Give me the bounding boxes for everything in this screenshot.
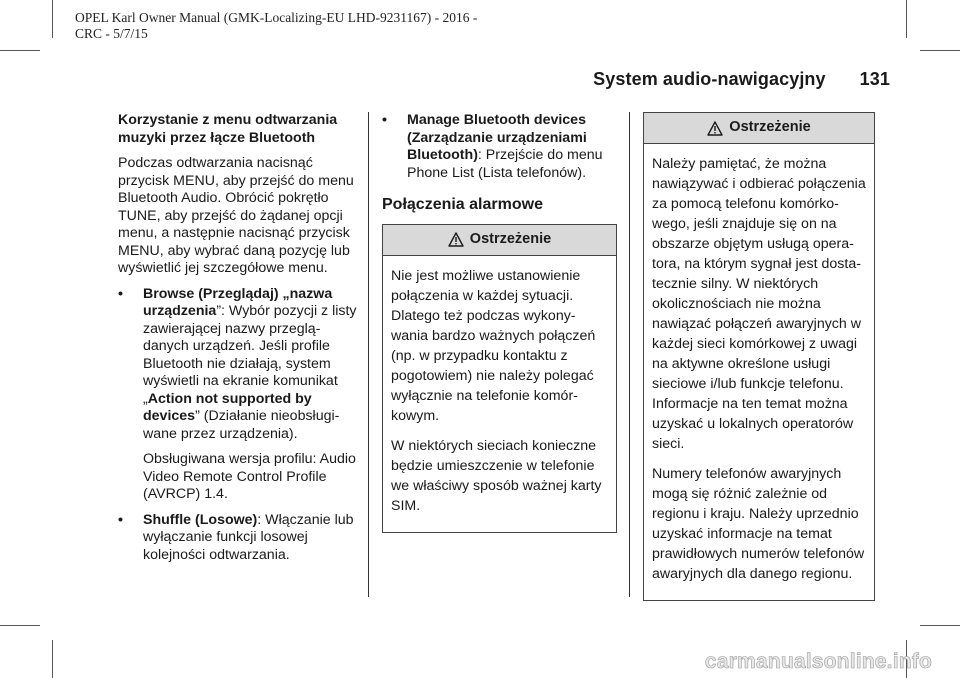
subheading: Korzystanie z menu odtwarzania muzyki przez łącze Bluetooth [118, 112, 338, 146]
crop-mark [906, 0, 907, 38]
description: ”: Wybór pozycji z listy zawierającej nazwy przeglą-danych urządzeń. Jeśli profile Bluetooth nie działają, system wyświetli na ekranie komunikat „ [143, 303, 357, 407]
meta-line: OPEL Karl Owner Manual (GMK-Localizing-EU LHD-9231167) - 2016 - [75, 10, 478, 25]
column-2 [382, 112, 617, 533]
warning-box [643, 112, 875, 601]
section-name: System audio-nawigacyjny [593, 69, 826, 89]
description: ” (Działanie nieobsługi-wane przez urządzenia). [143, 408, 340, 442]
warning-title: Ostrzeżenie [729, 119, 811, 136]
list-item-text [143, 286, 363, 444]
warning-icon [448, 232, 464, 247]
term: Action not supported by devices [143, 390, 312, 424]
bullet-glyph: • [118, 511, 123, 528]
list-item-note: Obsługiwana wersja profilu: Audio Video Remote Control Profile (AVRCP) 1.4. [143, 451, 356, 502]
paragraph: Numery telefonów awaryjnych mogą się różnić zależnie od regionu i kraju. Należy uprzednio uzyskać informacje na temat prawidłowych numerów telefonów awaryjnych dla danego regionu. [652, 466, 865, 582]
running-head [593, 69, 890, 90]
column-3 [643, 112, 875, 601]
list-item-text [143, 512, 363, 565]
list-item [118, 512, 363, 565]
list-item [382, 112, 617, 182]
column-1 [118, 112, 363, 572]
warning-body [383, 256, 616, 532]
crop-mark [52, 640, 53, 678]
bullet-glyph: • [118, 285, 123, 302]
page-number: 131 [859, 69, 890, 89]
bullet-glyph: • [382, 112, 387, 128]
paragraph: Należy pamiętać, że można nawiązywać i odbierać połączenia za pomocą telefonu komórko-wego, jeśli znajduje się on na obszarze objętym usługą opera-tora, na którym sygnał jest dosta-tecznie silny. W niektórych okolicznościach nie można nawiązać połączeń awaryjnych w każdej sieci komórkowej z uwagi na aktywne określone usługi sieciowe i/lub funkcje telefonu. Informacje na ten temat można uzyskać u lokalnych operatorów sieci. [652, 156, 866, 452]
term: Browse (Przeglądaj) „nazwa urządzenia [143, 285, 333, 319]
description: : Przejście do menu Phone List (Lista telefonów). [407, 147, 603, 181]
list-item-text [407, 112, 617, 182]
warning-body [644, 144, 874, 600]
column-divider [368, 112, 369, 597]
crop-mark [920, 625, 960, 626]
warning-box [382, 224, 617, 533]
list-item [118, 286, 363, 504]
meta-line: CRC - 5/7/15 [75, 26, 148, 41]
description: : Włączanie lub wyłączanie funkcji losowej kolejności odtwarzania. [143, 511, 354, 563]
term: Shuffle (Losowe) [143, 511, 258, 528]
warning-header [383, 225, 616, 256]
section-title: Połączenia alarmowe [382, 196, 543, 213]
watermark: carmanualsonline.info [704, 650, 932, 673]
crop-mark [0, 50, 40, 51]
warning-icon [707, 121, 723, 136]
document-meta [75, 10, 595, 42]
crop-mark [920, 50, 960, 51]
term: Manage Bluetooth devices (Zarządzanie urządzeniami Bluetooth) [407, 112, 587, 163]
crop-mark [0, 625, 40, 626]
paragraph: Nie jest możliwe ustanowienie połączenia w każdej sytuacji. Dlatego też podczas wykony-wania bardzo ważnych połączeń (np. w przypadku kontaktu z pogotowiem) nie należy polegać wyłącznie na telefonie komór-kowym. [391, 267, 596, 424]
crop-mark [52, 0, 53, 38]
paragraph: Podczas odtwarzania nacisnąć przycisk MENU, aby przejść do menu Bluetooth Audio. Obrócić pokrętło TUNE, aby przejść do żądanej opcji menu, a następnie nacisnąć przycisk MENU, aby wybrać daną pozycję lub wyświetlić jej szczegółowe menu. [118, 155, 354, 276]
paragraph: W niektórych sieciach konieczne będzie umieszczenie w telefonie we właściwy sposób ważnej karty SIM. [391, 437, 602, 514]
warning-header [644, 113, 874, 144]
warning-title: Ostrzeżenie [469, 230, 552, 247]
column-divider [629, 112, 630, 597]
